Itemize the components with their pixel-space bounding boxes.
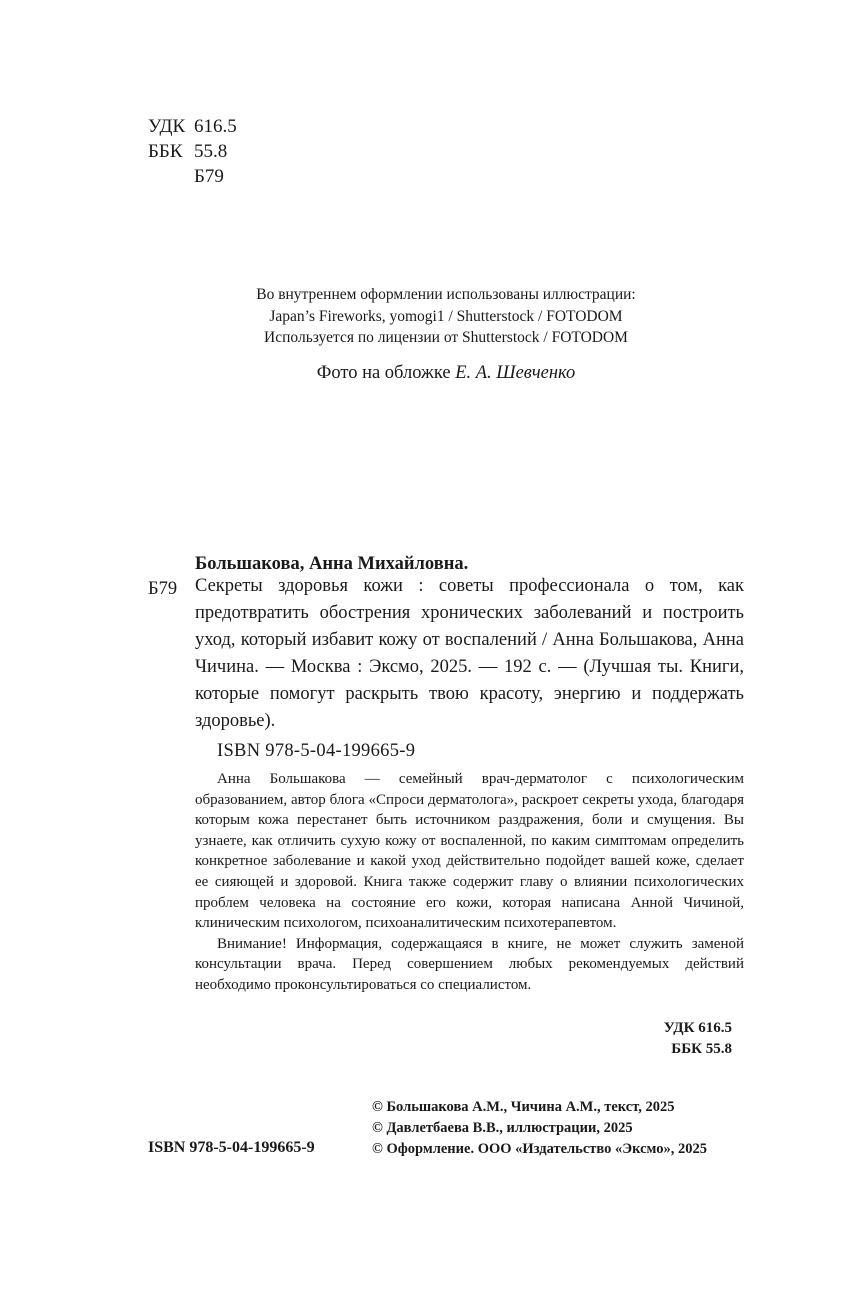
illustration-credits — [148, 284, 744, 349]
udk-label: УДК — [148, 116, 186, 137]
copyright-line: © Оформление. ООО «Издательство «Эксмо», 2025 — [372, 1141, 707, 1157]
copyright-line: © Давлетбаева В.В., иллюстрации, 2025 — [372, 1120, 633, 1136]
record-isbn: ISBN 978-5-04-199665-9 — [217, 741, 416, 761]
bottom-classification — [560, 1018, 744, 1059]
author-heading: Большакова, Анна Михайловна. — [195, 554, 469, 574]
bibliographic-description: Секреты здоровья кожи : советы профессионала о том, как предотвратить обострения хронических заболеваний и построить уход, который избавит кожу от воспалений / Анна Большакова, Анна Чичина. — Москва : Эксмо, 2025. — 192 с. — (Лучшая ты. Книги, которые помогут раскрыть твою красоту, энергию и поддержать здоровье). — [195, 576, 744, 731]
bbk-label: ББК — [148, 141, 183, 162]
copyright-block — [372, 1097, 707, 1160]
photo-name: Е. А. Шевченко — [455, 363, 576, 383]
bbk-value: 55.8 — [194, 141, 228, 162]
credits-line-1: Во внутреннем оформлении использованы иллюстрации: — [256, 286, 636, 303]
isbn-bottom: ISBN 978-5-04-199665-9 — [148, 1139, 315, 1156]
bottom-udk: УДК 616.5 — [663, 1020, 732, 1036]
udk-row — [148, 114, 237, 139]
credits-line-3: Используется по лицензии от Shutterstock / FOTODOM — [264, 329, 628, 346]
cover-photo-credit — [148, 360, 744, 386]
annotation-paragraph-2: Внимание! Информация, содержащаяся в книге, не может служить заменой консультации врача. Перед совершением любых рекомендуемых действий необходимо проконсультироваться со специалистом. — [195, 935, 744, 993]
author-mark-row — [148, 164, 237, 189]
udk-value: 616.5 — [194, 116, 237, 137]
record-author-mark: Б79 — [148, 579, 178, 599]
author-mark: Б79 — [194, 166, 224, 187]
bbk-row — [148, 139, 237, 164]
bottom-bbk: ББК 55.8 — [671, 1040, 732, 1057]
copyright-line: © Большакова А.М., Чичина А.М., текст, 2025 — [372, 1099, 675, 1115]
photo-prefix: Фото на обложке — [316, 363, 451, 383]
credits-line-2: Japan’s Fireworks, yomogi1 / Shutterstock / FOTODOM — [269, 307, 623, 325]
classification-codes — [148, 114, 237, 189]
annotation — [195, 769, 744, 996]
annotation-paragraph-1: Анна Большакова — семейный врач-дерматолог с психологическим образованием, автор блога «Спроси дерматолога», раскроет секреты ухода, благодаря которым кожа перестанет быть источником раздражения, боли и смущения. Вы узнаете, как отличить сухую кожу от воспаленной, по каким симптомам определить конкретное заболевание и какой уход действительно подойдет вашей коже, сделает ее сияющей и здоровой. Книга также содержит главу о влиянии психологических проблем человека на состояние его кожи, которая написана Анной Чичиной, клиническим психологом, психоаналитическим психотерапевтом. — [195, 771, 744, 932]
